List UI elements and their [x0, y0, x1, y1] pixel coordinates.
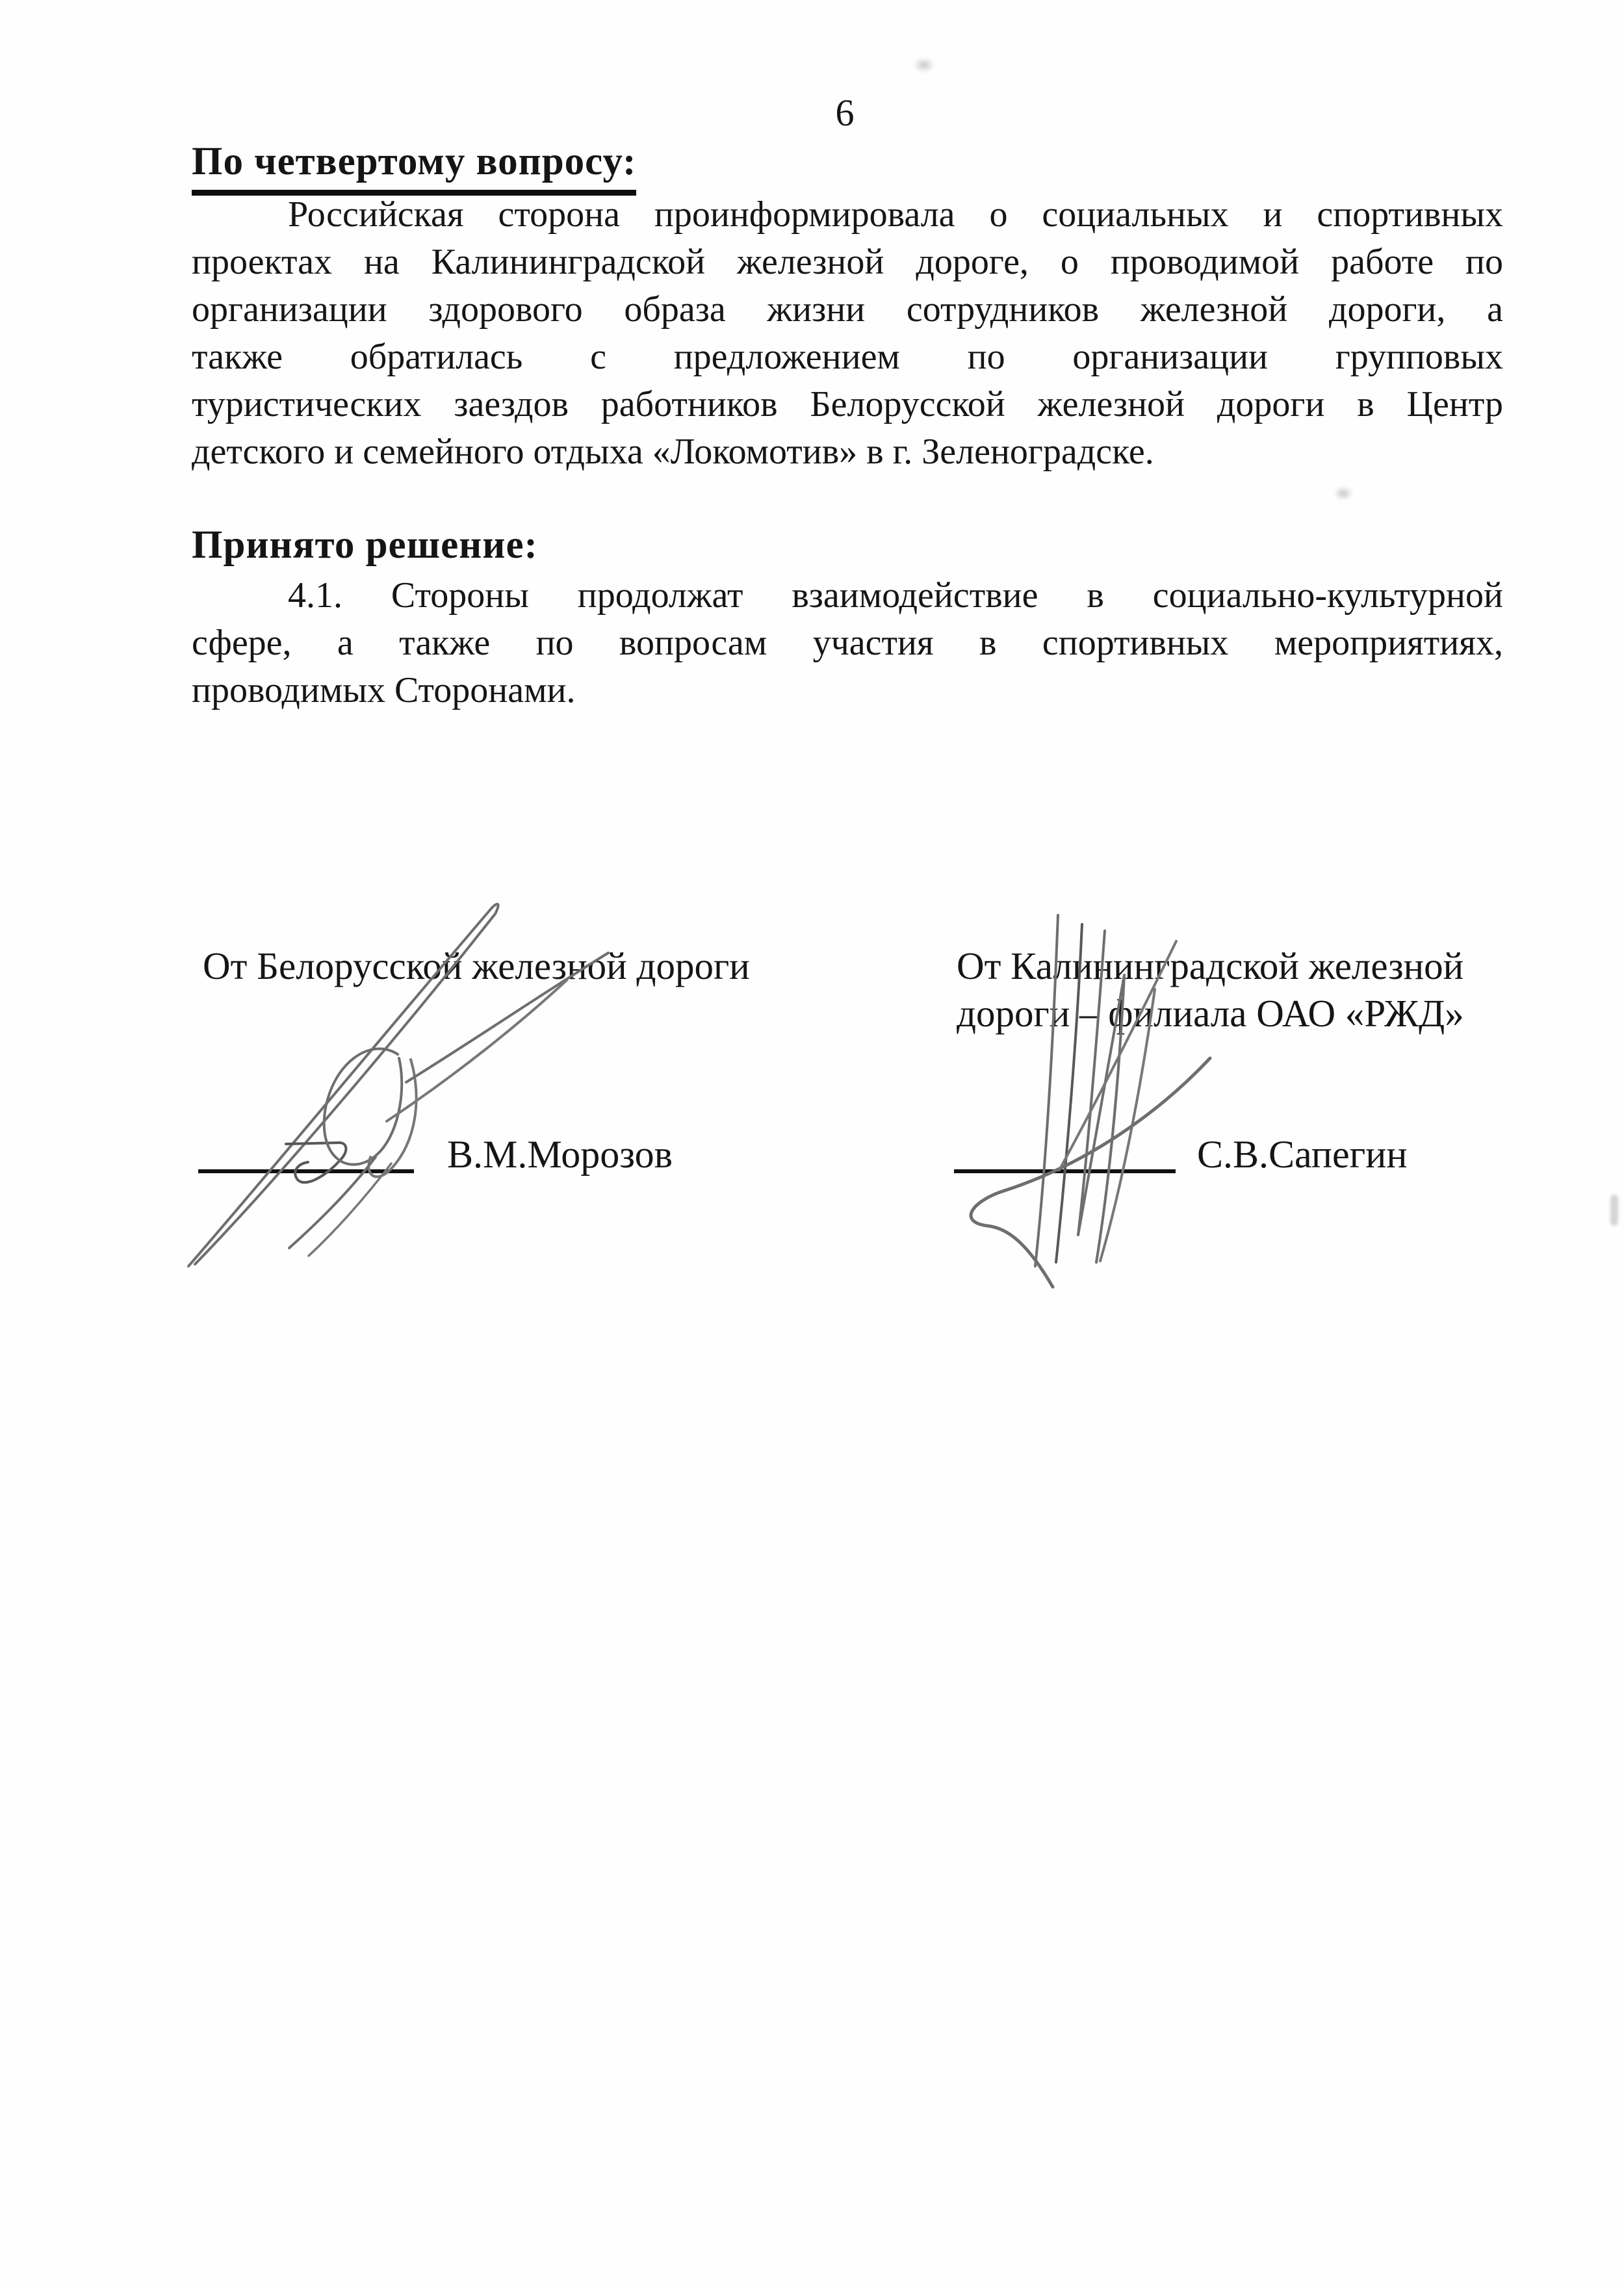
paragraph-question4 — [192, 191, 1503, 476]
section-heading-text: По четвертому вопросу: — [192, 139, 636, 196]
signature-org-right — [957, 942, 1541, 1037]
signature-line-left — [198, 1169, 414, 1173]
scan-smudge — [1334, 486, 1353, 500]
signature-name-left: В.М.Морозов — [447, 1133, 673, 1176]
text-line: проводимых Сторонами. — [192, 670, 576, 710]
text-line: туристических заездов работников Белорусской железной дороги в Центр — [192, 384, 1503, 424]
text-line: 4.1. Стороны продолжат взаимодействие в социально-культурной — [288, 575, 1503, 616]
text-line: организации здорового образа жизни сотрудников железной дороги, а — [192, 289, 1503, 330]
text-line: детского и семейного отдыха «Локомотив» в г. Зеленоградске. — [192, 432, 1154, 472]
section-heading-decision — [192, 523, 538, 568]
signature-org-left: От Белорусской железной дороги — [203, 944, 750, 987]
signature-org-right-line2: дороги – филиала ОАО «РЖД» — [957, 992, 1464, 1035]
signature-org-right-line1: От Калининградской железной — [957, 944, 1464, 987]
text-line: Российская сторона проинформировала о социальных и спортивных — [288, 194, 1503, 235]
signature-name-right: С.В.Сапегин — [1197, 1133, 1408, 1176]
scan-smudge — [913, 57, 935, 73]
text-line: также обратилась с предложением по организации групповых — [192, 337, 1503, 377]
text-line: сфере, а также по вопросам участия в спортивных мероприятиях, — [192, 623, 1503, 663]
paragraph-decision — [192, 572, 1503, 714]
section-heading-text: Принято решение: — [192, 523, 538, 567]
text-line: проектах на Калининградской железной дороге, о проводимой работе по — [192, 242, 1503, 282]
page-number: 6 — [835, 92, 855, 134]
scan-smudge — [1610, 1195, 1618, 1226]
section-heading-question4 — [192, 139, 636, 196]
signature-line-right — [954, 1169, 1176, 1173]
